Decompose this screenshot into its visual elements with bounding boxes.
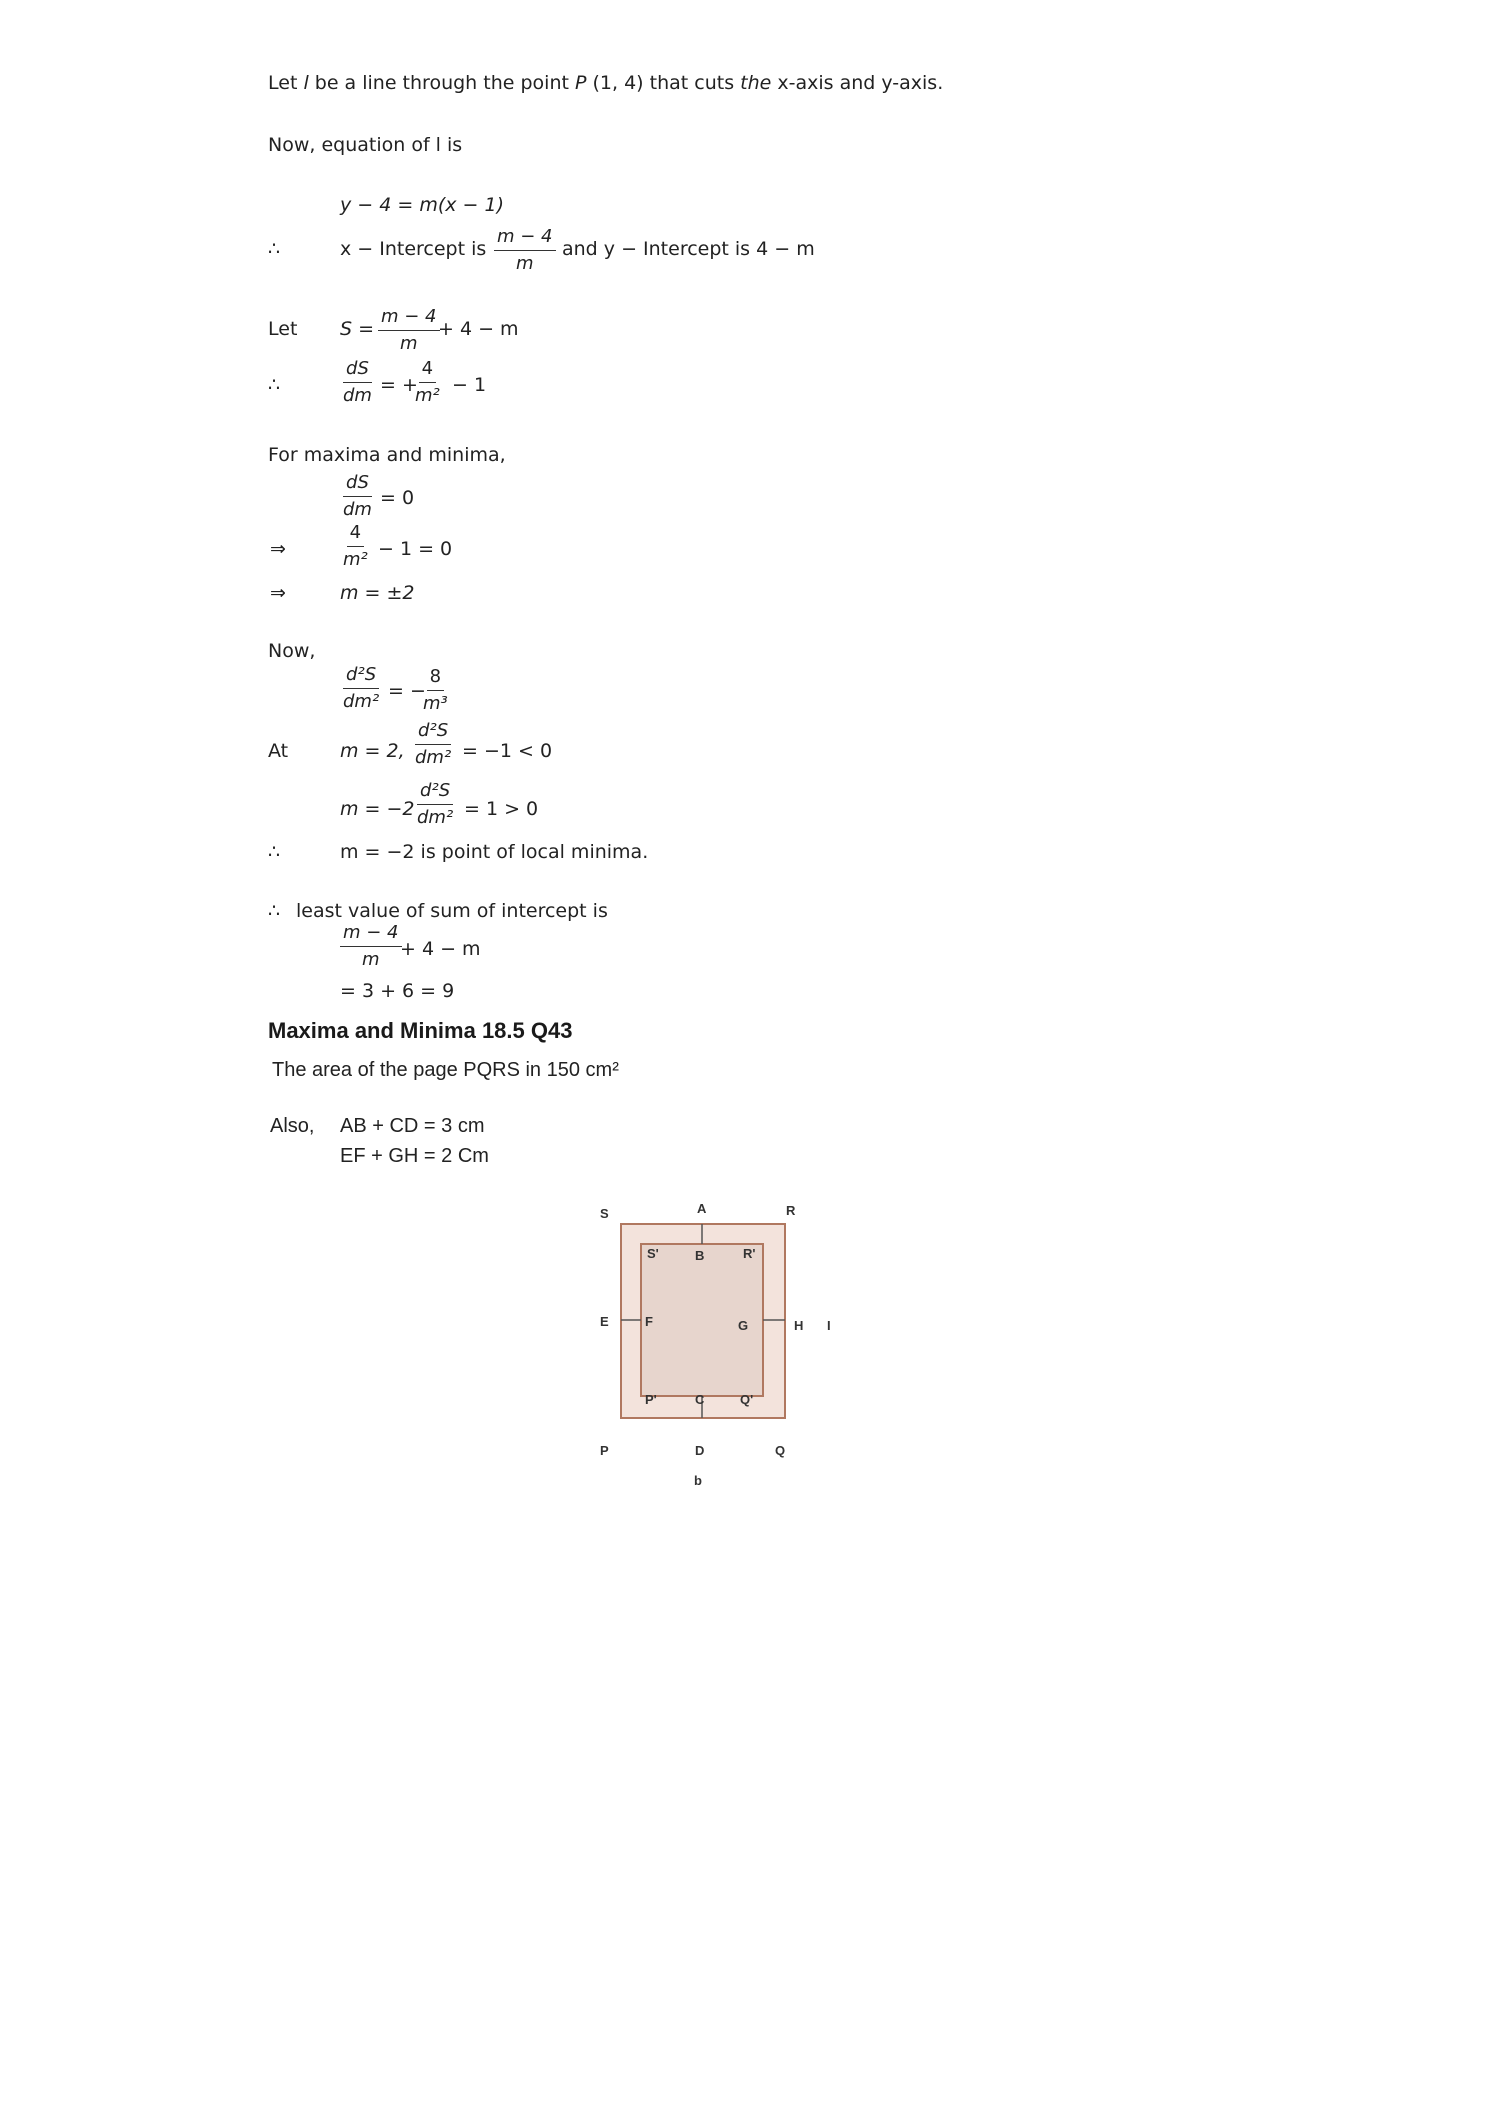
m-result: m = ±2 <box>340 582 415 604</box>
area-statement: The area of the page PQRS in 150 cm² <box>272 1059 619 1081</box>
label-a: A <box>697 1201 707 1216</box>
label-r-prime: R' <box>743 1246 756 1261</box>
least-value-result: = 3 + 6 = 9 <box>340 980 455 1002</box>
intro-text: be a line through the point <box>308 72 575 94</box>
margin-equation-1: AB + CD = 3 cm <box>340 1115 485 1137</box>
label-f: F <box>645 1314 653 1329</box>
m-equals-2: m = 2, <box>340 740 405 762</box>
fraction-numerator: d²S <box>417 782 453 805</box>
fraction-numerator: d²S <box>415 722 451 745</box>
eight-over-m-cubed <box>420 668 451 713</box>
intro-text: P <box>574 72 587 94</box>
fraction-numerator: d²S <box>343 666 379 689</box>
page-margin-diagram <box>590 1190 850 1510</box>
fraction-denominator: m <box>361 949 380 970</box>
ds-term-fraction <box>412 360 443 405</box>
least-value-tail: + 4 − m <box>400 938 481 960</box>
x-intercept-fraction <box>494 228 556 273</box>
fraction-numerator: 8 <box>427 668 444 691</box>
fraction-numerator: dS <box>343 474 372 497</box>
local-minima-conclusion: m = −2 is point of local minima. <box>340 841 649 863</box>
fraction-denominator: dm <box>343 385 372 406</box>
second-derivative-fraction <box>412 722 454 767</box>
second-derivative-fraction <box>340 666 382 711</box>
fraction-numerator: 4 <box>347 524 364 547</box>
fraction-denominator: m <box>399 333 418 354</box>
m-equals-neg-2: m = −2 <box>340 798 415 820</box>
label-h: H <box>794 1318 804 1333</box>
therefore-symbol: ∴ <box>268 900 281 922</box>
y-intercept-text: and y − Intercept is 4 − m <box>562 238 815 260</box>
label-s-prime: S' <box>647 1246 659 1261</box>
second-derivative-equals: = − <box>388 680 426 702</box>
fraction-numerator: m − 4 <box>378 308 440 331</box>
four-over-m-squared <box>340 524 371 569</box>
fraction-numerator: m − 4 <box>340 924 402 947</box>
therefore-symbol: ∴ <box>268 374 281 396</box>
fraction-numerator: 4 <box>419 360 436 383</box>
label-i: I <box>827 1318 831 1333</box>
section-heading: Maxima and Minima 18.5 Q43 <box>268 1018 573 1043</box>
ds-dm-fraction <box>340 474 375 519</box>
label-s: S <box>600 1206 609 1221</box>
label-p: P <box>600 1443 609 1458</box>
m2-result: = −1 < 0 <box>462 740 553 762</box>
fraction-denominator: m³ <box>423 693 448 714</box>
fraction-numerator: dS <box>343 360 372 383</box>
fraction-denominator: dm² <box>417 807 454 828</box>
intro-text: Let <box>268 72 304 94</box>
intro-text: the <box>740 72 772 94</box>
label-g: G <box>738 1318 749 1333</box>
also-label: Also, <box>270 1115 315 1137</box>
label-e: E <box>600 1314 609 1329</box>
label-b-lower: b <box>694 1473 702 1488</box>
maxmin-heading: For maxima and minima, <box>268 444 506 466</box>
least-value-text: least value of sum of intercept is <box>296 900 608 922</box>
ds-dm-fraction <box>340 360 375 405</box>
label-d: D <box>695 1443 705 1458</box>
second-derivative-fraction <box>414 782 456 827</box>
equation-tail: − 1 = 0 <box>378 538 453 560</box>
fraction-denominator: dm² <box>415 747 452 768</box>
label-b: B <box>695 1248 705 1263</box>
mneg2-result: = 1 > 0 <box>464 798 539 820</box>
derivative-zero: = 0 <box>380 487 415 509</box>
now-label: Now, <box>268 640 316 662</box>
intro-text: l <box>303 72 309 94</box>
therefore-symbol: ∴ <box>268 238 281 260</box>
x-intercept-label: x − Intercept is <box>340 238 487 260</box>
label-q: Q <box>775 1443 786 1458</box>
margin-equation-2: EF + GH = 2 Cm <box>340 1145 489 1167</box>
fraction-denominator: m² <box>343 549 368 570</box>
ds-equals: = + <box>380 374 418 396</box>
s-fraction <box>378 308 440 353</box>
fraction-denominator: m <box>515 253 534 274</box>
intro-text: that cuts <box>643 72 741 94</box>
ds-tail: − 1 <box>452 374 487 396</box>
s-tail: + 4 − m <box>438 318 519 340</box>
fraction-denominator: dm <box>343 499 372 520</box>
s-equals: S = <box>340 318 375 340</box>
fraction-denominator: dm² <box>343 691 380 712</box>
label-c: C <box>695 1392 705 1407</box>
least-value-fraction <box>340 924 402 969</box>
line-equation: y − 4 = m(x − 1) <box>340 194 504 216</box>
label-q-prime: Q' <box>740 1392 754 1407</box>
fraction-numerator: m − 4 <box>494 228 556 251</box>
let-label: Let <box>268 318 298 340</box>
label-p-prime: P' <box>645 1392 657 1407</box>
at-label: At <box>268 740 289 762</box>
therefore-symbol: ∴ <box>268 841 281 863</box>
intro-line-1 <box>268 74 943 93</box>
fraction-denominator: m² <box>415 385 440 406</box>
implies-symbol: ⇒ <box>270 582 286 604</box>
label-r: R <box>786 1203 796 1218</box>
intro-line-2: Now, equation of l is <box>268 134 463 156</box>
intro-text: x-axis and y-axis. <box>771 72 944 94</box>
implies-symbol: ⇒ <box>270 538 286 560</box>
intro-text: (1, 4) <box>592 72 644 94</box>
